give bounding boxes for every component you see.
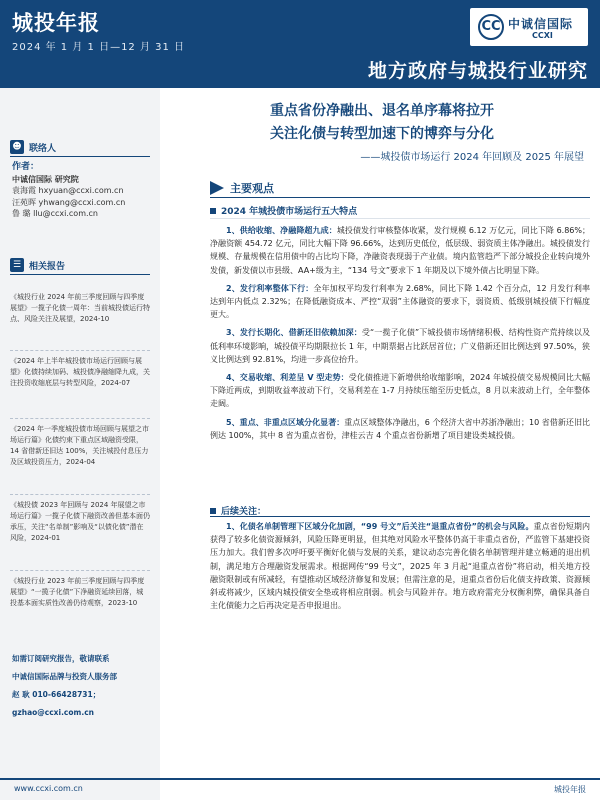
paragraph-lead: 2、发行利率整体下行： (226, 283, 314, 293)
divider (10, 350, 150, 351)
related-reports-heading (10, 258, 65, 272)
related-report-item[interactable]: 《2024 年上半年城投债市场运行回顾与展望》化债持续加码、城投债净融缩降九成，关注投资收缩底层与转型风险，2024-07 (10, 357, 150, 387)
related-report-item[interactable]: 《城投行业 2024 年前三季度回顾与四季度展望》一揽子化债一周年：当前城投债运行特点、风险关注及展望，2024-10 (10, 293, 150, 323)
section-label: 2024 年城投债市场运行五大特点 (221, 207, 358, 217)
paragraph-text: 城投债发行审核整体收紧，发行规模 6.12 万亿元，同比下降 6.86%；净融资额 454.72 亿元，同比大幅下降 96.66%，达到历史低位，低层级、弱资质主体净融出。城投债发行规模、存量规模在信用债中的占比均下降，净融资表现弱于产业债。境内监管趋严下部分城投企业转向境外发债，新发债以市县级、AA+级为主，“134 号文”要求下 1 年期及以下境外债占比明显下降。 (210, 226, 590, 275)
paragraph-lead: 3、发行长期化、借新还旧依赖加深： (226, 328, 362, 338)
title-line: 关注化债与转型加速下的博弈与分化 (270, 126, 494, 142)
page-title (172, 100, 592, 146)
contact-line: 中诚信国际品牌与投资人服务部 (12, 672, 117, 681)
author-line[interactable]: 袁海霞 hxyuan@ccxi.com.cn (12, 186, 124, 195)
body-text (210, 224, 590, 447)
divider (10, 156, 150, 157)
contact-line: 赵 耿 010-66428731； (12, 690, 101, 699)
follow-up-text (210, 520, 590, 617)
logo-text-cn: 中诚信国际 (508, 17, 574, 31)
company-logo (470, 8, 588, 46)
page-subtitle: ——城投债市场运行 2024 年回顾及 2025 年展望 (360, 152, 584, 163)
related-report-item[interactable]: 《城投行业 2023 年前三季度回顾与四季度展望》“一揽子化债”下净融资延续回落，城投基本面实质性改善仍待观察，2023-10 (10, 577, 145, 607)
footer-url[interactable]: www.ccxi.com.cn (14, 784, 83, 793)
contacts-heading (10, 140, 56, 154)
header-banner (0, 0, 600, 88)
paragraph (210, 371, 590, 411)
author-line[interactable]: 汪苑晖 yhwang@ccxi.com.cn (12, 197, 126, 207)
paragraph-lead: 4、交易收缩、利差呈 V 型走势： (226, 373, 349, 383)
paragraph (210, 224, 590, 277)
subscription-contact (12, 650, 152, 722)
document-icon: ☰ (10, 258, 24, 272)
person-icon: ☻ (10, 140, 24, 154)
author-label: 作者： (12, 162, 40, 172)
contacts-label: 联络人 (29, 143, 57, 154)
paragraph-lead: 5、重点、非重点区域分化显著： (226, 417, 345, 427)
author-org: 中诚信国际 研究院 (12, 174, 79, 184)
related-report-item[interactable]: 《城投债 2023 年回顾与 2024 年展望之市场运行篇》一揽子化债下融资改善但基本面仍承压，关注“名单制”影响及“以债化债”潜在风险，2024-01 (10, 501, 150, 542)
key-points-heading (210, 180, 274, 196)
key-points-label: 主要观点 (230, 182, 274, 195)
title-line: 重点省份净融出、退名单序幕将拉开 (270, 103, 494, 119)
divider (10, 570, 150, 571)
page-footer (0, 770, 600, 800)
paragraph-text: 重点区域整体净融出，6 个经济大省中苏浙净融出；10 省借新还旧比例达 100%，其中 8 省为重点省份，津桂云吉 4 个重点省份新增了项目建设类城投债。 (210, 417, 590, 440)
paragraph-lead: 1、化债名单制管理下区域分化加剧，“99 号文”后关注“退重点省份”的机会与风险。 (226, 522, 534, 531)
author-line[interactable]: 鲁 璐 llu@ccxi.com.cn (12, 209, 98, 218)
report-category: 地方政府与城投行业研究 (367, 60, 588, 82)
paragraph (210, 520, 590, 612)
divider (10, 418, 150, 419)
arrow-icon (210, 181, 224, 195)
follow-up-label: 后续关注： (221, 507, 267, 517)
paragraph (210, 416, 590, 442)
section-heading (210, 203, 590, 219)
footer-note: 城投年报 (554, 785, 586, 794)
related-label: 相关报告 (29, 261, 66, 272)
related-report-item[interactable]: 《2024 年一季度城投债市场回顾与展望之市场运行篇》化债约束下重点区域融资受限，14 省借新还旧达 100%，关注城投付息压力及区域投资压力，2024-04 (10, 425, 150, 466)
report-date-range: 2024 年 1 月 1 日—12 月 31 日 (12, 42, 186, 53)
contact-line: 如需订阅研究报告，敬请联系 (12, 654, 110, 663)
report-series-title: 城投年报 (12, 11, 100, 35)
divider (210, 197, 590, 198)
bullet-icon (210, 208, 216, 214)
divider (10, 494, 150, 495)
paragraph-text: 受“一揽子化债”下城投债市场情绪积极、结构性资产荒持续以及低利率环境影响，城投债平均期限拉长 1 年，中期票据占比跃居首位；广义借新还旧比例达到 97.50%，狭义比例达到 92.81%，均进一步高位抬升。 (210, 328, 590, 364)
footer-rule (0, 778, 600, 780)
paragraph (210, 326, 590, 366)
bullet-icon (210, 508, 216, 514)
author-block (12, 162, 152, 220)
paragraph-text: 重点省份短期内获得了较多化债资源倾斜，风险压降更明显，但其绝对风险水平整体仍高于非重点省份，严监管下基建投资压力加大。我们曾多次呼吁要平衡好化债与发展的关系，建议动态完善化债名单制管理并建立畅通的退出机制，满足地方合理融资发展需求。根据网传“99 号文”，2025 年 3 月起“退重点省份”将启动，相关地方投融资限制或有所减轻，有望推动区域经济修复和发展；但需注意的是，退重点省份后化债支持政策、资源倾斜或将减少，区域内城投债安全垫或将相应削弱。机会与风险并存。地方政府需充分权衡利弊，确保具备自主化债能力之后再决定是否申报退出。 (210, 522, 591, 611)
paragraph (210, 282, 590, 322)
paragraph-text: 受化债推进下新增供给收缩影响，2024 年城投债交易规模同比大幅下降近两成，到期收益率波动下行，交易利差在 1-7 月持续压缩至历史低点，8 月以来波动上行，全年整体走阔。 (210, 373, 590, 409)
paragraph-text: 全年加权平均发行利率为 2.68%，同比下降 1.42 个百分点，12 月发行利率达到年内低点 2.32%；在降低融资成本、严控“双弱”主体融资的要求下，弱资质、低级别城投债下行幅度更大。 (210, 283, 590, 320)
logo-mark-icon: CC (478, 14, 504, 40)
divider (10, 274, 150, 275)
paragraph-lead: 1、供给收缩、净融降超九成： (226, 226, 337, 235)
divider (210, 516, 590, 517)
contact-email[interactable]: gzhao@ccxi.com.cn (12, 708, 94, 717)
logo-text-en: CCXI (532, 31, 553, 40)
